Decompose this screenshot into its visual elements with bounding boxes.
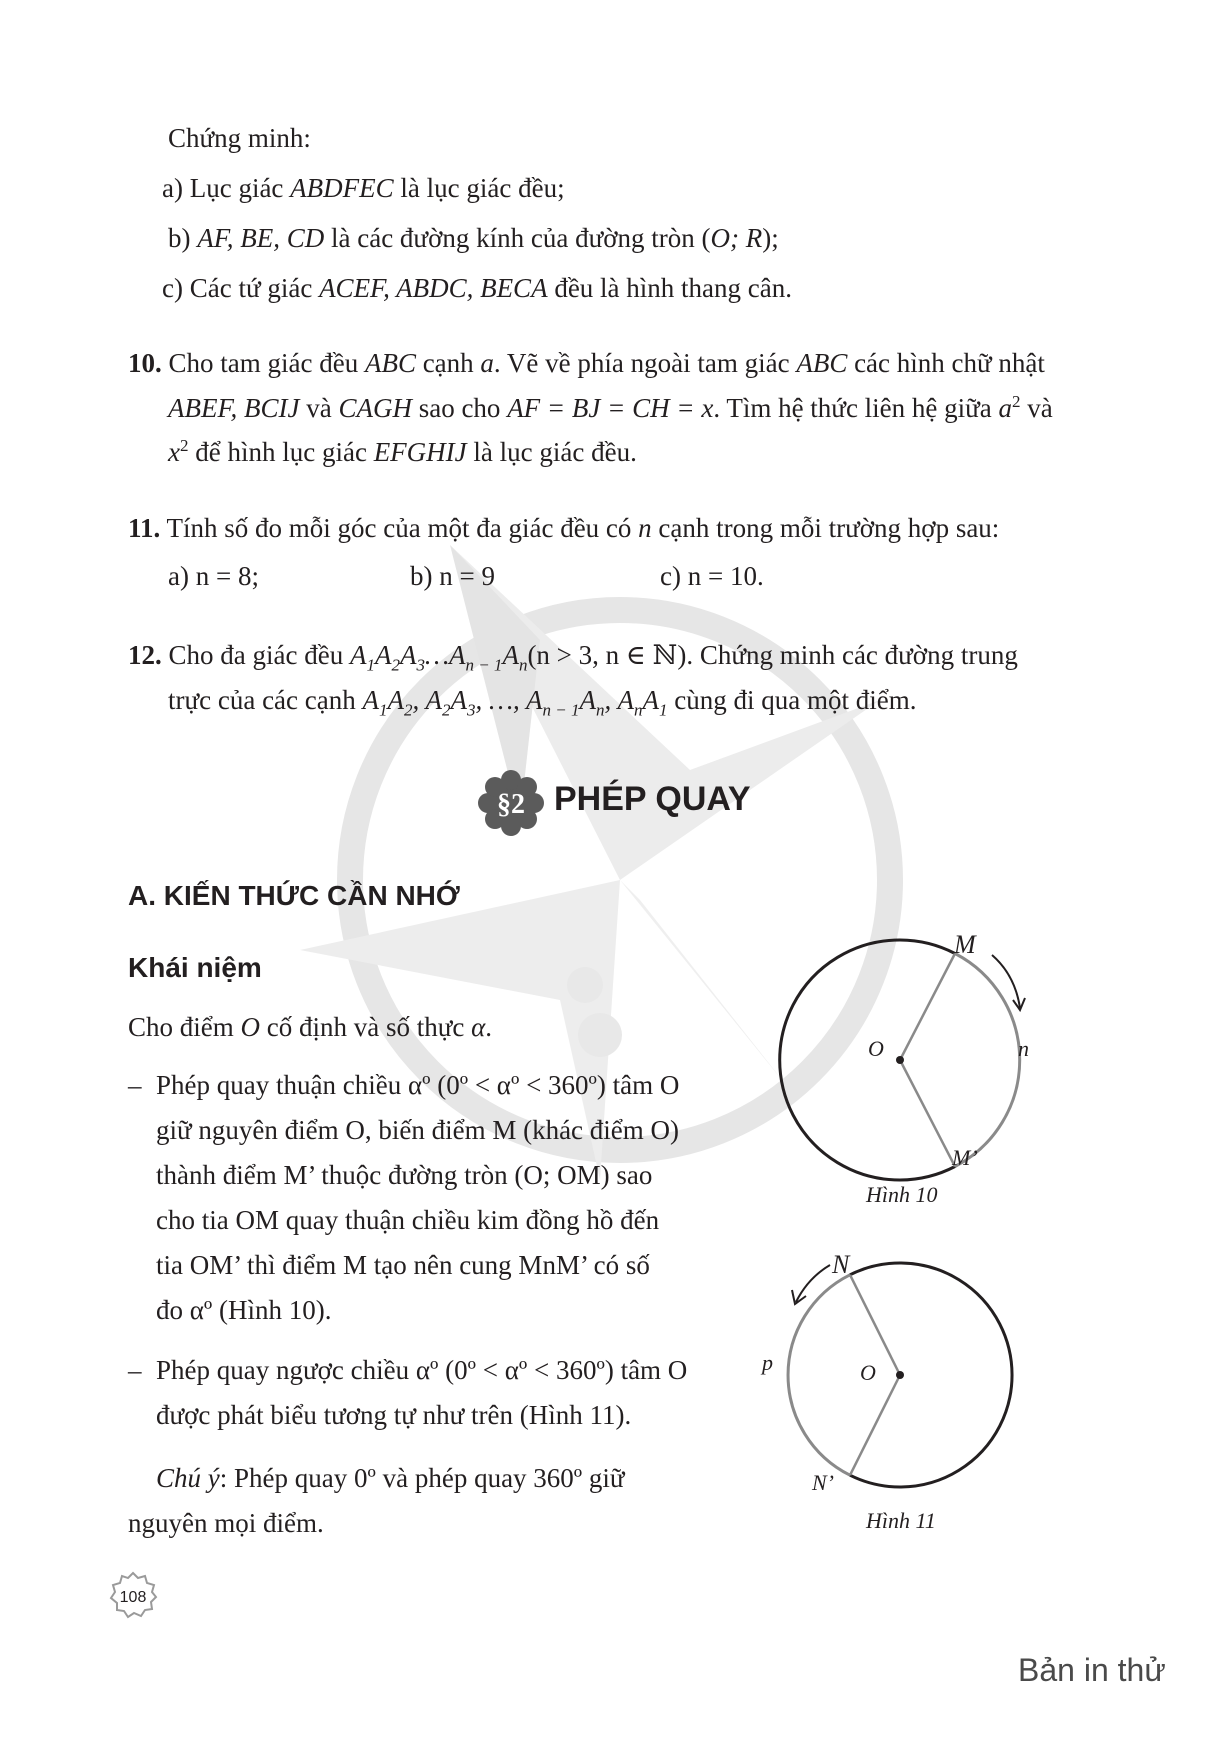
clockwise-line-2: giữ nguyên điểm O, biến điểm M (khác điểm O) — [156, 1115, 680, 1145]
exercise-11-option-b: b) n = 9 — [410, 561, 495, 591]
figure-10-caption: Hình 10 — [866, 1182, 938, 1207]
fig10-label-m: M — [954, 930, 976, 959]
fig11-label-n: N — [832, 1250, 850, 1279]
exercise-12-line-2 — [168, 680, 917, 720]
fig10-label-m-prime: M’ — [952, 1145, 978, 1170]
proof-c-names: ACEF, ABDC, BECA — [319, 273, 548, 303]
intro-text: α — [471, 1012, 486, 1042]
exercise-10-line-3 — [168, 432, 637, 472]
ex10-text: AF = BJ = CH = x — [507, 393, 714, 423]
ex10-text: là lục giác đều. — [466, 437, 637, 467]
ex10-text: CAGH — [338, 393, 412, 423]
polygon-sides: $A_1A_2$, $A_2A_3$, …, $A_{n - 1}A_n$, $A_nA_1$ — [362, 685, 668, 720]
ex11-text: Tính số đo mỗi góc của một đa giác đều có — [160, 513, 639, 543]
ex10-sup: 2 — [1012, 392, 1021, 411]
exercise-10-number: 10. — [128, 348, 162, 378]
exercise-11 — [128, 508, 999, 548]
fig11-label-o: O — [860, 1360, 876, 1385]
bullet-dash-1: – — [128, 1070, 142, 1100]
ex12-text: Cho đa giác đều — [161, 640, 350, 670]
fig10-label-o: O — [868, 1036, 884, 1061]
polygon-vertices: $A_1A_2A_3\dots A_{n - 1}A_n$ — [349, 640, 528, 675]
ex10-text: . Vẽ về phía ngoài tam giác — [493, 348, 797, 378]
section-title: PHÉP QUAY — [554, 780, 751, 818]
intro-text: . — [485, 1012, 493, 1042]
ex10-text: a — [998, 393, 1013, 423]
part-a-subtitle: Khái niệm — [128, 952, 262, 983]
exercise-12-number: 12. — [128, 640, 162, 670]
clockwise-arrow-icon — [992, 955, 1020, 1008]
fig11-label-n-prime: N’ — [812, 1470, 834, 1495]
intro-text: O — [240, 1012, 260, 1042]
ex10-text: EFGHIJ — [373, 437, 467, 467]
ex11-text: n — [638, 513, 652, 543]
clockwise-line-1: Phép quay thuận chiều αº (0º < αº < 360º) tâm O — [156, 1070, 680, 1100]
center-point — [896, 1056, 904, 1064]
figure-10 — [770, 930, 1070, 1210]
ex10-sup: 2 — [179, 436, 189, 455]
proof-item-c — [162, 268, 792, 308]
counterclockwise-arrow-icon — [796, 1265, 830, 1302]
center-point — [896, 1371, 904, 1379]
arc-npn — [788, 1275, 850, 1475]
section-badge — [478, 770, 544, 836]
intro-text: cố định và số thực — [260, 1012, 472, 1042]
proof-c-suffix: đều là hình thang cân. — [547, 273, 792, 303]
counterclockwise-line-2: được phát biểu tương tự như trên (Hình 11). — [156, 1400, 632, 1430]
arc-mnm — [955, 954, 1020, 1167]
note-label: Chú ý — [156, 1463, 220, 1493]
draft-label: Bản in thử — [1018, 1652, 1166, 1688]
intro-text: Cho điểm — [128, 1012, 241, 1042]
proof-a-prefix: a) Lục giác — [162, 173, 291, 203]
ex10-text: các hình chữ nhật — [847, 348, 1045, 378]
section-badge-text: §2 — [497, 789, 525, 820]
exercise-10-line-1 — [128, 343, 1045, 383]
exercise-11-option-a: a) n = 8; — [168, 561, 259, 591]
ray-om-prime — [900, 1060, 955, 1167]
note-text: : Phép quay 0º và phép quay 360º giữ — [219, 1463, 625, 1493]
ex10-text: ABEF, BCIJ — [168, 393, 300, 423]
counterclockwise-line-1: Phép quay ngược chiều αº (0º < αº < 360º) tâm O — [156, 1355, 688, 1385]
ex10-text: Cho tam giác đều — [168, 348, 365, 378]
exercise-12-line-1 — [128, 635, 1018, 675]
ex10-text: và — [299, 393, 339, 423]
figure-11-caption: Hình 11 — [866, 1508, 936, 1533]
proof-b-mid: là các đường kính của đường tròn ( — [324, 223, 711, 253]
proof-b-lines: AF, BE, CD — [197, 223, 325, 253]
note-line-2: nguyên mọi điểm. — [128, 1508, 324, 1538]
ex11-text: cạnh trong mỗi trường hợp sau: — [651, 513, 1000, 543]
proof-a-suffix: là lục giác đều; — [393, 173, 565, 203]
ray-on-prime — [850, 1375, 900, 1475]
fig10-label-n: n — [1018, 1036, 1029, 1061]
clockwise-line-6: đo αº (Hình 10). — [156, 1295, 332, 1325]
ex12-text: cùng đi qua một điểm. — [667, 685, 917, 715]
ray-om — [900, 954, 955, 1061]
ex10-text: x — [168, 437, 180, 467]
ex10-text: và — [1020, 393, 1053, 423]
ex10-text: a — [480, 348, 494, 378]
page-number-badge — [108, 1570, 158, 1620]
ex12-text: trực của các cạnh — [168, 685, 363, 715]
exercise-11-option-c: c) n = 10. — [660, 561, 764, 591]
proof-b-end: ); — [762, 223, 779, 253]
ex10-text: cạnh — [415, 348, 481, 378]
concept-intro — [128, 1007, 492, 1047]
proof-b-prefix: b) — [168, 223, 198, 253]
clockwise-line-4: cho tia OM quay thuận chiều kim đồng hồ đến — [156, 1205, 660, 1235]
proof-c-prefix: c) Các tứ giác — [162, 273, 320, 303]
proof-a-name: ABDFEC — [290, 173, 394, 203]
figure-11 — [770, 1250, 1030, 1500]
ex10-text: để hình lục giác — [188, 437, 374, 467]
ex10-text: . Tìm hệ thức liên hệ giữa — [713, 393, 999, 423]
part-a-title: A. KIẾN THỨC CẦN NHỚ — [128, 880, 460, 911]
ex10-text: sao cho — [411, 393, 508, 423]
exercise-10-line-2 — [168, 388, 1053, 428]
bullet-dash-2: – — [128, 1355, 142, 1385]
ex10-text: ABC — [364, 348, 416, 378]
exercise-11-number: 11. — [128, 513, 161, 543]
ex12-text: (n > 3, n ∈ ℕ). Chứng minh các đường trung — [527, 640, 1018, 670]
page-number: 108 — [119, 1589, 147, 1606]
clockwise-line-3: thành điểm M’ thuộc đường tròn (O; OM) sao — [156, 1160, 653, 1190]
fig11-label-p: p — [762, 1350, 773, 1375]
clockwise-line-5: tia OM’ thì điểm M tạo nên cung MnM’ có số — [156, 1250, 650, 1280]
ex10-text: ABC — [796, 348, 848, 378]
proof-item-b — [168, 218, 779, 258]
proof-b-circle: O; R — [710, 223, 763, 253]
note-line-1 — [156, 1458, 625, 1498]
proof-item-a — [162, 168, 565, 208]
proof-intro: Chứng minh: — [168, 123, 311, 153]
